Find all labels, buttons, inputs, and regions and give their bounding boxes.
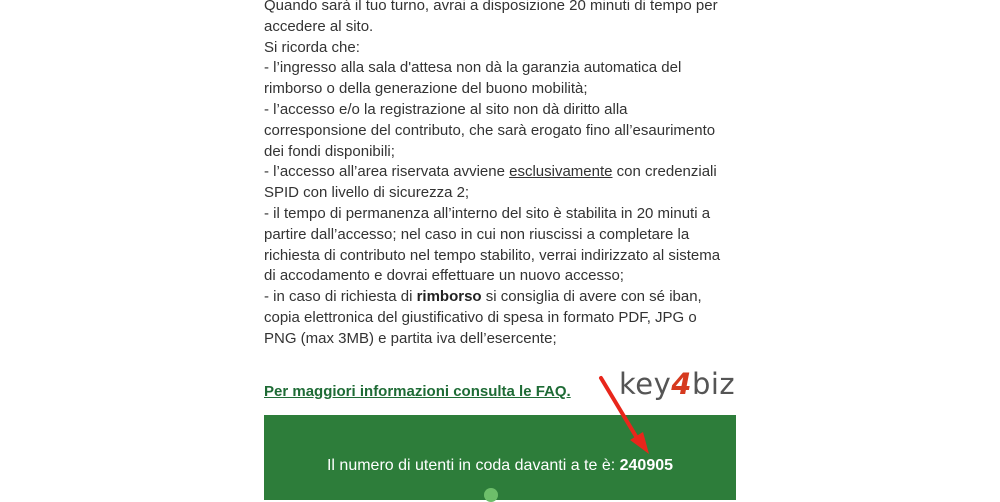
rimborso-line-pre: - in caso di richiesta di — [264, 288, 417, 306]
info-line: accedere al sito. — [264, 17, 374, 35]
info-line: partire dall’accesso; nel caso in cui non riuscissi a completare la — [264, 225, 690, 243]
info-line: corresponsione del contributo, che sarà erogato fino all’esaurimento — [264, 121, 716, 139]
logo-biz: biz — [691, 367, 736, 401]
info-line: Si ricorda che: — [264, 38, 360, 56]
info-line: - il tempo di permanenza all’interno del sito è stabilita in 20 minuti a — [264, 204, 711, 222]
rimborso-bold: rimborso — [416, 288, 482, 306]
logo-key: key — [619, 367, 672, 401]
info-line: dei fondi disponibili; — [264, 142, 395, 160]
info-line: di accodamento e dovrai effettuare un nuovo accesso; — [264, 267, 624, 285]
arrow-head — [630, 432, 649, 454]
spid-line-post: con credenziali — [612, 163, 717, 181]
info-line: Quando sarà il tuo turno, avrai a disposizione 20 minuti di tempo per — [264, 0, 718, 14]
info-line: PNG (max 3MB) e partita iva dell’esercente; — [264, 329, 557, 347]
queue-count: 240905 — [619, 457, 674, 474]
queue-label: Il numero di utenti in coda davanti a te è: — [326, 457, 616, 474]
info-line: SPID con livello di sicurezza 2; — [264, 184, 470, 202]
logo-digit: 4 — [671, 367, 692, 401]
spid-line-pre: - l’accesso all’area riservata avviene — [264, 163, 510, 181]
info-line: richiesta di contributo nel tempo stabilito, verrai indirizzato al sistema — [264, 246, 721, 264]
info-line: copia elettronica del giustificativo di spesa in formato PDF, JPG o — [264, 308, 697, 326]
info-line: - l’accesso e/o la registrazione al sito non dà diritto alla — [264, 100, 628, 118]
info-line: - l’ingresso alla sala d'attesa non dà la garanzia automatica del — [264, 59, 682, 77]
faq-link[interactable]: Per maggiori informazioni consulta le FAQ. — [264, 383, 571, 400]
info-line: rimborso o della generazione del buono mobilità; — [264, 80, 588, 98]
arrow-shaft — [601, 378, 637, 438]
rimborso-line-post: si consiglia di avere con sé iban, — [481, 288, 702, 306]
spid-emphasis: esclusivamente — [509, 163, 613, 181]
